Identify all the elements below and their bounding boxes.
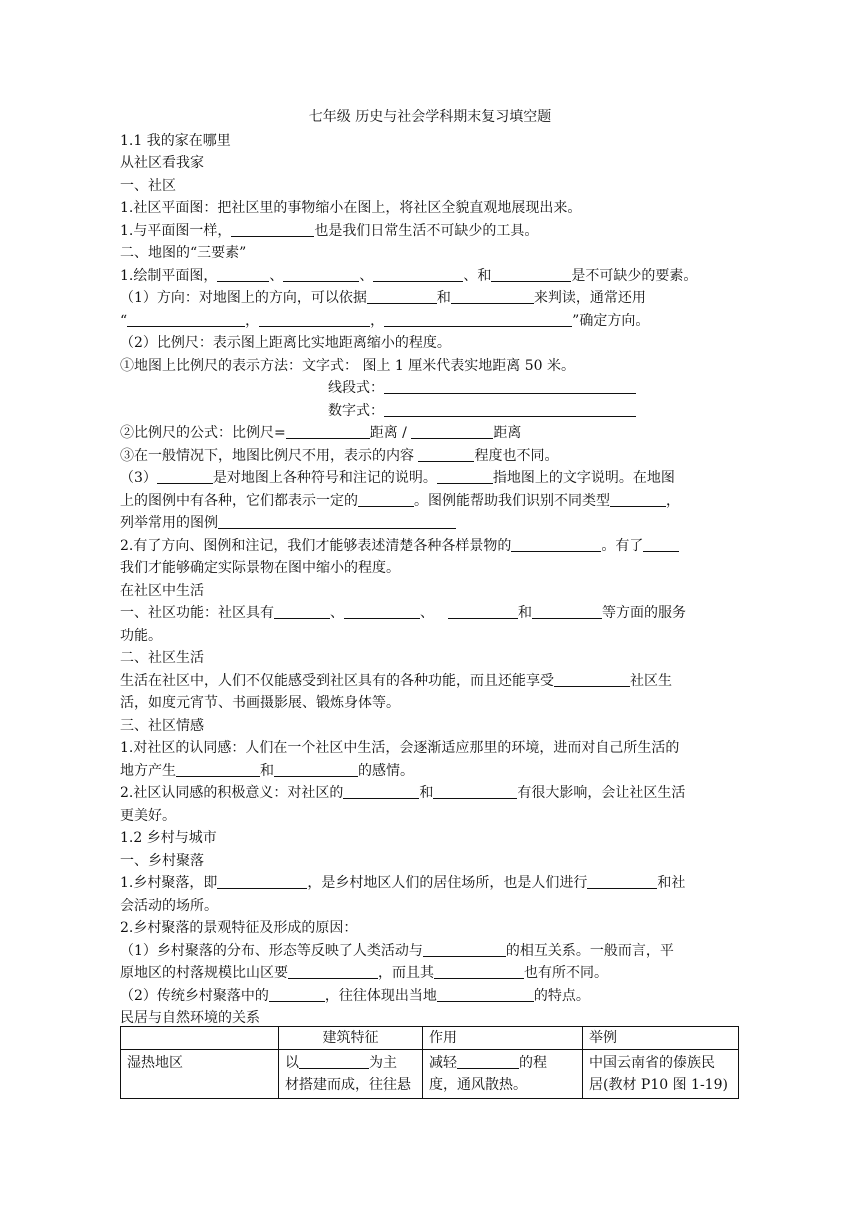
table-cell: 中国云南省的傣族民 居(教材 P10 图 1-19) (583, 1050, 739, 1099)
blank[interactable] (610, 492, 666, 507)
blank[interactable] (127, 312, 245, 327)
blank[interactable] (217, 874, 307, 889)
blank[interactable] (288, 964, 378, 979)
subsection-heading: 二、地图的“三要素” (120, 245, 247, 261)
blank[interactable] (511, 537, 601, 552)
fill-line: 原地区的村落规模比山区要 ，而且其 也有所不同。 (120, 965, 608, 981)
blank[interactable] (554, 672, 630, 687)
table-header-row (121, 1027, 739, 1050)
blank[interactable] (491, 267, 571, 282)
blank[interactable] (448, 604, 518, 619)
subsection-heading: 一、社区 (120, 178, 176, 194)
table-header-cell: 建筑特征 (279, 1027, 423, 1050)
blank[interactable] (384, 402, 636, 417)
blank[interactable] (367, 289, 437, 304)
subsection-heading: 从社区看我家 (120, 155, 204, 171)
blank[interactable] (437, 987, 534, 1002)
blank[interactable] (358, 492, 414, 507)
blank[interactable] (274, 604, 330, 619)
fill-line: 生活在社区中，人们不仅能感受到社区具有的各种功能，而且还能享受 社区生 (120, 673, 672, 689)
fill-line: 一、社区功能：社区具有 、 、 和 等方面的服务 (120, 605, 686, 621)
subsection-heading: 二、社区生活 (120, 650, 204, 666)
fill-line: （1）乡村聚落的分布、形态等反映了人类活动与 的相互关系。一般而言，平 (120, 943, 674, 959)
blank[interactable] (423, 942, 506, 957)
blank[interactable] (217, 267, 269, 282)
fill-line: （2）传统乡村聚落中的 ，往往体现出当地 的特点。 (120, 988, 590, 1004)
fill-line: 2.社区认同感的积极意义：对社区的 和 有很大影响，会让社区生活 (120, 785, 686, 801)
blank[interactable] (343, 784, 419, 799)
paragraph: 更美好。 (120, 808, 176, 824)
blank[interactable] (384, 312, 572, 327)
blank[interactable] (157, 469, 213, 484)
paragraph: （2）比例尺：表示图上距离比实地距离缩小的程度。 (120, 335, 451, 351)
blank[interactable] (587, 874, 657, 889)
paragraph: 会活动的场所。 (120, 898, 218, 914)
blank[interactable] (218, 514, 456, 529)
fill-line: 1.绘制平面图， 、 、 、和 是不可缺少的要素。 (120, 268, 698, 284)
fill-line: （1）方向：对地图上的方向，可以依据 和 来判读，通常还用 (120, 290, 646, 306)
fill-line: ②比例尺的公式：比例尺= 距离 / 距离 (120, 425, 522, 441)
paragraph: 我们才能够确定实际景物在图中缩小的程度。 (120, 560, 400, 576)
blank[interactable] (259, 312, 370, 327)
fill-line: 1.与平面图一样， 也是我们日常生活不可缺少的工具。 (120, 223, 539, 239)
paragraph: 2.乡村聚落的景观特征及形成的原因： (120, 920, 358, 936)
blank[interactable] (434, 964, 524, 979)
blank[interactable] (269, 987, 325, 1002)
fill-line: “ ， ， ”确定方向。 (120, 313, 650, 329)
blank[interactable] (176, 762, 260, 777)
fill-line: （3） 是对地图上各种符号和注记的说明。 指地图上的文字说明。在地图 (120, 470, 675, 486)
blank[interactable] (299, 1054, 369, 1069)
fill-line: ③在一般情况下，地图比例尺不用，表示的内容 程度也不同。 (120, 448, 559, 464)
blank[interactable] (418, 447, 474, 462)
fill-line: 线段式： (328, 378, 648, 398)
table-cell: 以 为主 材搭建而成，往往悬 (279, 1050, 423, 1099)
blank[interactable] (643, 537, 679, 552)
blank[interactable] (457, 1054, 519, 1069)
section-heading: 1.1 我的家在哪里 (120, 133, 231, 149)
paragraph: 1.对社区的认同感：人们在一个社区中生活，会逐渐适应那里的环境，进而对自己所生活的 (120, 740, 680, 756)
fill-line: 2.有了方向、图例和注记，我们才能够表述清楚各种各样景物的 。有了 (120, 536, 740, 556)
fill-line: 数字式： (328, 401, 648, 421)
blank[interactable] (231, 222, 314, 237)
table-cell: 减轻 的程 度，通风散热。 (423, 1050, 583, 1099)
fill-line: 上的图例中有各种，它们都表示一定的 。图例能帮助我们识别不同类型 ， (120, 493, 680, 509)
paragraph: ①地图上比例尺的表示方法：文字式： 图上 1 厘米代表实地距离 50 米。 (120, 358, 575, 374)
paragraph: 1.社区平面图：把社区里的事物缩小在图上，将社区全貌直观地展现出来。 (120, 200, 582, 216)
blank[interactable] (286, 424, 370, 439)
subsection-heading: 在社区中生活 (120, 583, 204, 599)
table-row (121, 1050, 739, 1099)
blank[interactable] (344, 604, 420, 619)
fill-line: 列举常用的图例 (120, 513, 740, 533)
blank[interactable] (373, 267, 463, 282)
table-header-cell: 作用 (423, 1027, 583, 1050)
blank[interactable] (274, 762, 358, 777)
table-header-cell: 举例 (583, 1027, 739, 1050)
blank[interactable] (411, 424, 493, 439)
subsection-heading: 一、乡村聚落 (120, 853, 204, 869)
blank[interactable] (451, 289, 534, 304)
blank[interactable] (437, 469, 493, 484)
fill-line: 地方产生 和 的感情。 (120, 763, 414, 779)
fill-line: 1.乡村聚落，即 ，是乡村地区人们的居住场所，也是人们进行 和社 (120, 875, 686, 891)
blank[interactable] (433, 784, 517, 799)
blank[interactable] (283, 267, 359, 282)
paragraph: 功能。 (120, 628, 162, 644)
dwelling-environment-table (120, 1026, 739, 1099)
blank[interactable] (384, 379, 636, 394)
table-caption: 民居与自然环境的关系 (120, 1010, 260, 1026)
section-heading: 1.2 乡村与城市 (120, 830, 217, 846)
paragraph: 活，如度元宵节、书画摄影展、锻炼身体等。 (120, 695, 400, 711)
table-cell: 湿热地区 (121, 1050, 279, 1099)
table-header-cell (121, 1027, 279, 1050)
blank[interactable] (532, 604, 602, 619)
subsection-heading: 三、社区情感 (120, 718, 204, 734)
page-title: 七年级 历史与社会学科期末复习填空题 (308, 109, 552, 125)
